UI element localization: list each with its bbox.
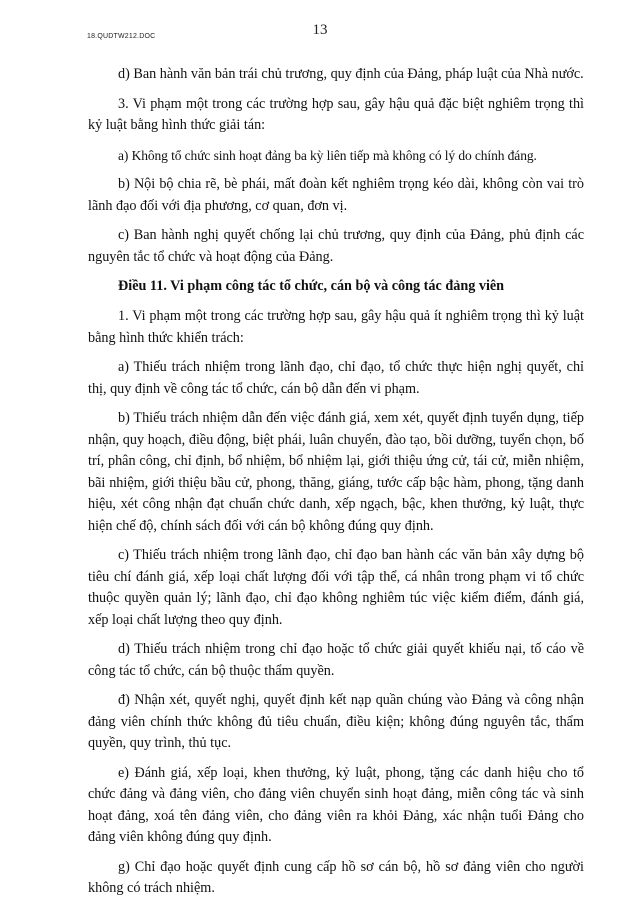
- page-number: 13: [312, 22, 328, 38]
- paragraph-1g: g) Chỉ đạo hoặc quyết định cung cấp hồ sơ cán bộ, hồ sơ đảng viên cho người không có trách nhiệm.: [88, 858, 584, 896]
- paragraph-1d: d) Thiếu trách nhiệm trong chỉ đạo hoặc tổ chức giải quyết khiếu nại, tố cáo về công tác tổ chức, cán bộ thuộc thẩm quyền.: [88, 641, 584, 679]
- paragraph-clause-3: 3. Vi phạm một trong các trường hợp sau, gây hậu quả đặc biệt nghiêm trọng thì kỷ luật bằng hình thức giải tán:: [88, 95, 584, 133]
- paragraph-3c: c) Ban hành nghị quyết chống lại chủ trương, quy định của Đảng, phủ định các nguyên tắc tổ chức và hoạt động của Đảng.: [88, 227, 584, 265]
- paragraph-3d: d) Ban hành văn bản trái chủ trương, quy định của Đảng, pháp luật của Nhà nước.: [118, 66, 584, 82]
- paragraph-1b: b) Thiếu trách nhiệm dẫn đến việc đánh giá, xem xét, quyết định tuyển dụng, tiếp nhận, quy hoạch, điều động, biệt phái, luân chuyển, đào tạo, bồi dưỡng, tuyển chọn, bố trí, phân công, chỉ định, bổ nhiệm, bổ nhiệm lại, giới thiệu ứng cử, tái cử, miễn nhiệm, bãi nhiệm, giới thiệu bầu cử, phong, thăng, giáng, tước cấp bậc hàm, phong, tặng danh hiệu, xét công nhận đạt chuẩn chức danh, xếp ngạch, bậc, khen thưởng, kỷ luật, thực hiện chế độ, chính sách đối với cán bộ không đúng quy định.: [88, 410, 584, 534]
- paragraph-3a: a) Không tổ chức sinh hoạt đảng ba kỳ liên tiếp mà không có lý do chính đáng.: [118, 147, 537, 163]
- paragraph-1dd: đ) Nhận xét, quyết nghị, quyết định kết nạp quần chúng vào Đảng và công nhận đảng viên chính thức không đủ tiêu chuẩn, điều kiện; không đúng nguyên tắc, thẩm quyền, quy trình, thủ tục.: [88, 692, 584, 751]
- document-body: [88, 64, 584, 908]
- paragraph-clause-1: 1. Vi phạm một trong các trường hợp sau, gây hậu quả ít nghiêm trọng thì kỷ luật bằng hình thức khiển trách:: [88, 308, 584, 346]
- document-file-label: 18.QUDTW212.DOC: [87, 33, 156, 40]
- paragraph-1a: a) Thiếu trách nhiệm trong lãnh đạo, chỉ đạo, tổ chức thực hiện nghị quyết, chỉ thị, quy định về công tác tổ chức, cán bộ dẫn đến vi phạm.: [88, 359, 584, 397]
- paragraph-1c: c) Thiếu trách nhiệm trong lãnh đạo, chỉ đạo ban hành các văn bản xây dựng bộ tiêu chí đánh giá, xếp loại chất lượng đối với tập thể, cá nhân trong phạm vi tổ chức thuộc quyền quản lý; lãnh đạo, chỉ đạo không nghiêm túc việc kiểm điểm, đánh giá, xếp loại chất lượng theo quy định.: [88, 547, 584, 628]
- paragraph-3b: b) Nội bộ chia rẽ, bè phái, mất đoàn kết nghiêm trọng kéo dài, không còn vai trò lãnh đạo đối với địa phương, cơ quan, đơn vị.: [88, 176, 584, 214]
- paragraph-1e: e) Đánh giá, xếp loại, khen thưởng, kỷ luật, phong, tặng các danh hiệu cho tổ chức đảng và đảng viên, cho đảng viên chuyển sinh hoạt đảng, miễn công tác và sinh hoạt đảng, xoá tên đảng viên, cho đảng viên ra khỏi Đảng, xác nhận tuổi Đảng cho đảng viên không đúng quy định.: [88, 764, 584, 845]
- article-11-heading: Điều 11. Vi phạm công tác tổ chức, cán bộ và công tác đảng viên: [118, 278, 505, 294]
